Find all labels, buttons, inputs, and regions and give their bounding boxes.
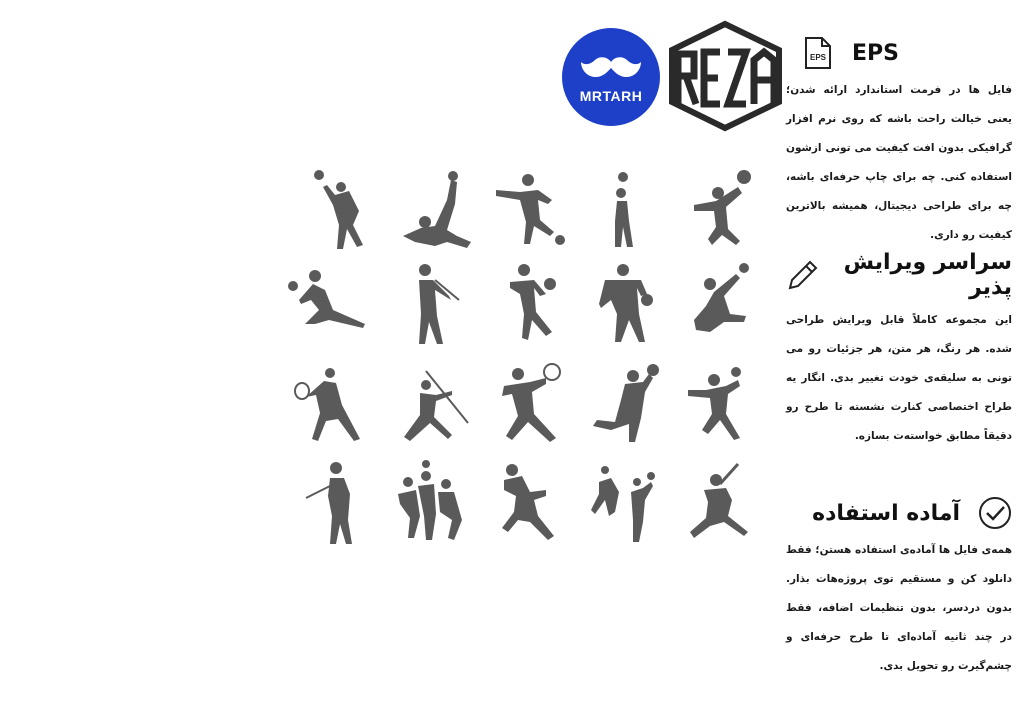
volleyball-pair-icon — [585, 460, 665, 550]
mustache-icon — [579, 56, 643, 82]
editable-description: این مجموعه کاملاً قابل ویرایش طراحی شده. هر رنگ، هر متن، هر جزئیات رو می تونی به سلیقه‌ی خودت تغییر بدی. انگار یه طراح اختصاصی کنارت نشسته تا طرح رو دقیقاً مطابق خواسته‌ت بسازه. — [786, 314, 1012, 442]
mrtarh-logo-text: MRTARH — [579, 88, 643, 104]
volleyball-spike-icon — [305, 165, 385, 255]
reza-logo — [668, 20, 783, 132]
volleyball-dig-icon — [285, 260, 365, 350]
eps-section — [786, 36, 1012, 250]
mrtarh-logo — [562, 28, 660, 126]
check-circle-icon — [978, 496, 1012, 530]
golf-swing-icon — [395, 260, 475, 350]
basketball-player-icon — [585, 260, 665, 350]
basketball-team-icon — [390, 460, 470, 550]
ready-title-text: آماده استفاده — [812, 500, 960, 526]
handball-throw-icon — [680, 360, 760, 450]
basketball-dunk-icon — [680, 165, 760, 255]
features-column — [782, 28, 1018, 718]
ready-section — [786, 496, 1012, 681]
ready-section-title — [786, 496, 1012, 530]
basketball-dribble-icon — [490, 260, 570, 350]
eps-description: فایل ها در فرمت استاندارد ارائه شدن؛ یعنی خیالت راحت باشه که روی نرم افزار گرافیکی بدون افت کیفیت می تونی ازشون استفاده کنی. چه برای چاپ حرفه‌ای باشه، چه برای طراحی دیجیتال، همیشه بالاترین کیفیت رو داری. — [786, 84, 1012, 241]
eps-title-text: EPS — [852, 40, 899, 66]
ready-description: همه‌ی فایل ها آماده‌ی استفاده هستن؛ فقط دانلود کن و مستقیم توی پروژه‌هات بذار. بدون دردسر، بدون تنظیمات اضافه، فقط در چند ثانیه آماده‌ای تا طرح حرفه‌ای و چشم‌گیرت رو تحویل بدی. — [786, 544, 1012, 672]
soccer-overhead-kick-icon — [680, 260, 760, 350]
soccer-bicycle-kick-icon — [395, 170, 475, 260]
eps-section-title — [786, 36, 1012, 70]
eps-file-icon — [800, 36, 834, 70]
svg-text:EPS: EPS — [809, 53, 827, 62]
javelin-throw-icon — [390, 365, 470, 455]
tennis-player-icon — [290, 365, 370, 455]
baseball-batter-icon — [680, 460, 760, 550]
pencil-icon — [786, 258, 820, 292]
runner-icon — [490, 460, 570, 550]
editable-section-title — [786, 250, 1012, 300]
editable-title-text: سراسر ویرایش پذیر — [843, 250, 1012, 300]
editable-section — [786, 250, 1012, 451]
volleyball-block-icon — [585, 360, 665, 450]
golf-finish-icon — [300, 460, 380, 550]
volleyball-serve-icon — [585, 165, 665, 255]
sports-silhouette-grid — [285, 160, 770, 550]
tennis-forehand-icon — [490, 360, 570, 450]
soccer-kick-icon — [490, 170, 570, 260]
